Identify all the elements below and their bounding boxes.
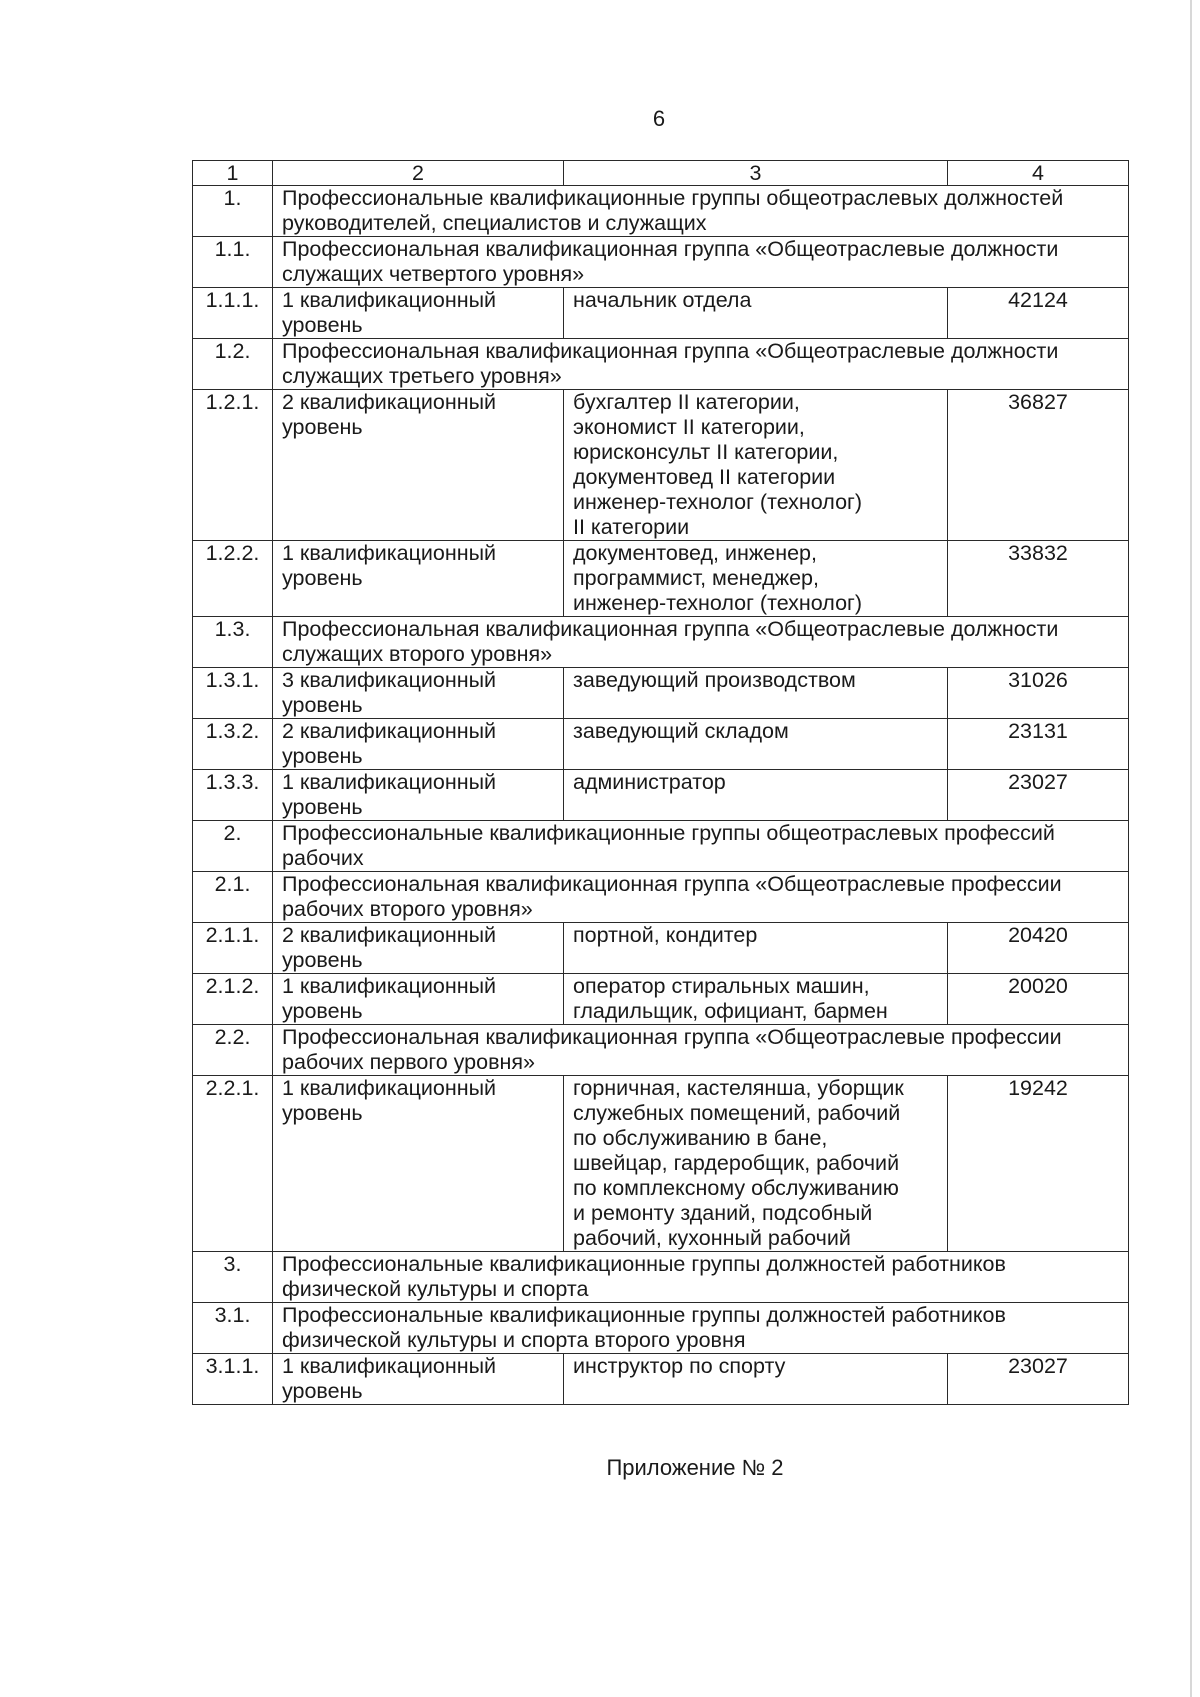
row-number: 2.: [193, 821, 273, 872]
table-row: [193, 719, 1129, 770]
group-row: [193, 821, 1129, 872]
positions-cell: заведующий производством: [564, 668, 948, 719]
group-title: Профессиональные квалификационные группы должностей работников физической культуры и спорта второго уровня: [273, 1303, 1129, 1354]
positions-cell: заведующий складом: [564, 719, 948, 770]
row-number: 3.1.1.: [193, 1354, 273, 1405]
qualification-level: 2 квалификационный уровень: [273, 719, 564, 770]
salary-value: 19242: [948, 1076, 1129, 1252]
row-number: 2.2.1.: [193, 1076, 273, 1252]
table-row: [193, 288, 1129, 339]
qualification-level: 1 квалификационный уровень: [273, 541, 564, 617]
table-row: [193, 974, 1129, 1025]
positions-cell: бухгалтер II категории, экономист II категории, юрисконсульт II категории, документовед II категории инженер-технолог (технолог) II категории: [564, 390, 948, 541]
page-number: 6: [652, 106, 666, 131]
row-number: 2.1.2.: [193, 974, 273, 1025]
qualification-level: 1 квалификационный уровень: [273, 288, 564, 339]
salary-value: 23131: [948, 719, 1129, 770]
group-row: [193, 237, 1129, 288]
group-row: [193, 1303, 1129, 1354]
row-number: 1.3.1.: [193, 668, 273, 719]
group-title: Профессиональная квалификационная группа «Общеотраслевые профессии рабочих второго уровня»: [273, 872, 1129, 923]
row-number: 1.2.2.: [193, 541, 273, 617]
salary-value: 36827: [948, 390, 1129, 541]
table-row: [193, 668, 1129, 719]
salary-value: 20020: [948, 974, 1129, 1025]
table-row: [193, 1076, 1129, 1252]
group-title: Профессиональная квалификационная группа «Общеотраслевые должности служащих четвертого уровня»: [273, 237, 1129, 288]
group-title: Профессиональная квалификационная группа «Общеотраслевые профессии рабочих первого уровня»: [273, 1025, 1129, 1076]
table-row: [193, 390, 1129, 541]
salary-value: 42124: [948, 288, 1129, 339]
salary-value: 33832: [948, 541, 1129, 617]
positions-cell: администратор: [564, 770, 948, 821]
qualification-level: 1 квалификационный уровень: [273, 1354, 564, 1405]
group-title: Профессиональные квалификационные группы общеотраслевых должностей руководителей, специалистов и служащих: [273, 186, 1129, 237]
salary-table: [192, 160, 1129, 1405]
header-cell-2: 2: [273, 161, 564, 186]
row-number: 1.3.3.: [193, 770, 273, 821]
qualification-level: 2 квалификационный уровень: [273, 923, 564, 974]
group-row: [193, 339, 1129, 390]
group-title: Профессиональные квалификационные группы должностей работников физической культуры и спорта: [273, 1252, 1129, 1303]
qualification-level: 1 квалификационный уровень: [273, 770, 564, 821]
group-row: [193, 872, 1129, 923]
group-row: [193, 186, 1129, 237]
qualification-level: 2 квалификационный уровень: [273, 390, 564, 541]
positions-cell: горничная, кастелянша, уборщик служебных помещений, рабочий по обслуживанию в бане, швейцар, гардеробщик, рабочий по комплексному обслуживанию и ремонту зданий, подсобный рабочий, кухонный рабочий: [564, 1076, 948, 1252]
row-number: 1.1.: [193, 237, 273, 288]
row-number: 2.2.: [193, 1025, 273, 1076]
positions-cell: начальник отдела: [564, 288, 948, 339]
row-number: 3.1.: [193, 1303, 273, 1354]
table-row: [193, 770, 1129, 821]
row-number: 1.2.1.: [193, 390, 273, 541]
group-row: [193, 1025, 1129, 1076]
qualification-level: 1 квалификационный уровень: [273, 1076, 564, 1252]
positions-cell: оператор стиральных машин, гладильщик, официант, бармен: [564, 974, 948, 1025]
group-title: Профессиональная квалификационная группа «Общеотраслевые должности служащих третьего уровня»: [273, 339, 1129, 390]
table-row: [193, 541, 1129, 617]
row-number: 1.1.1.: [193, 288, 273, 339]
group-row: [193, 617, 1129, 668]
table-header-row: [193, 161, 1129, 186]
salary-value: 20420: [948, 923, 1129, 974]
qualification-level: 3 квалификационный уровень: [273, 668, 564, 719]
group-title: Профессиональные квалификационные группы общеотраслевых профессий рабочих: [273, 821, 1129, 872]
positions-cell: документовед, инженер, программист, менеджер, инженер-технолог (технолог): [564, 541, 948, 617]
row-number: 2.1.1.: [193, 923, 273, 974]
row-number: 1.: [193, 186, 273, 237]
salary-value: 31026: [948, 668, 1129, 719]
group-row: [193, 1252, 1129, 1303]
positions-cell: инструктор по спорту: [564, 1354, 948, 1405]
table-row: [193, 923, 1129, 974]
header-cell-4: 4: [948, 161, 1129, 186]
positions-cell: портной, кондитер: [564, 923, 948, 974]
salary-value: 23027: [948, 770, 1129, 821]
scan-edge-line: [1190, 0, 1192, 1697]
row-number: 2.1.: [193, 872, 273, 923]
row-number: 1.3.: [193, 617, 273, 668]
header-cell-1: 1: [193, 161, 273, 186]
row-number: 1.3.2.: [193, 719, 273, 770]
header-cell-3: 3: [564, 161, 948, 186]
row-number: 3.: [193, 1252, 273, 1303]
appendix-label: Приложение № 2: [606, 1455, 784, 1480]
salary-value: 23027: [948, 1354, 1129, 1405]
row-number: 1.2.: [193, 339, 273, 390]
table-row: [193, 1354, 1129, 1405]
group-title: Профессиональная квалификационная группа «Общеотраслевые должности служащих второго уровня»: [273, 617, 1129, 668]
qualification-level: 1 квалификационный уровень: [273, 974, 564, 1025]
